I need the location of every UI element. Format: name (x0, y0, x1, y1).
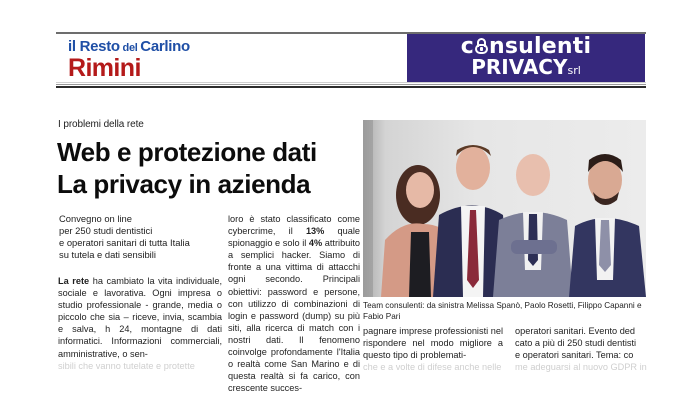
subhead-line-4: su tutela e dati sensibili (59, 249, 156, 260)
article-column-4 (515, 325, 650, 373)
subhead-line-3: e operatori sanitari di tutta Italia (59, 237, 190, 248)
article-kicker: I problemi della rete (58, 119, 144, 130)
publication-city: Rimini (68, 54, 141, 82)
column-3-text: pagnare imprese professionisti nel rispondere nel modo migliore a questo tipo di problemati- (363, 326, 503, 361)
column-4-line-3: e operatori sanitari. Tema: co (515, 350, 634, 361)
sponsor-name-post: nsulenti (489, 34, 592, 59)
column-3-cut-line: che e a volte di difese anche nelle (363, 362, 502, 373)
photo-caption: Team consulenti: da sinistra Melissa Spanò, Paolo Rosetti, Filippo Capanni e Fabio Pari (363, 301, 642, 321)
masthead (56, 32, 646, 88)
publication-name-prefix: il Resto (68, 38, 120, 55)
subhead-line-2: per 250 studi dentistici (59, 225, 153, 236)
team-photo-illustration (363, 120, 646, 297)
headline-line-1: Web e protezione dati (57, 137, 317, 167)
column-2-text-b: quale spionaggio e solo il (228, 226, 360, 249)
column-1-text: ha cambiato la vita individuale, sociale e lavorativa. Ogni impresa o studio professionale - grande, media o piccolo che sia – riceve, invia, scambia e salva, h 24, montagne di dati informatici. Informazioni commerciali, amministrative, o sen- (58, 276, 222, 359)
column-4-cut-line: me adeguarsi al nuovo GDPR in (515, 362, 647, 373)
stat-cybercrime: 13% (305, 226, 325, 237)
publication-name-small: del (119, 42, 141, 54)
sponsor-suffix: srl (567, 64, 581, 77)
masthead-bottom-rule (56, 84, 646, 88)
column-4-line-1: operatori sanitari. Evento ded (515, 326, 636, 336)
column-1-cut-line: sibili che vanno tutelate e protette (58, 360, 195, 371)
stat-hacker: 4% (308, 238, 323, 249)
sponsor-name-line2: PRIVACY (471, 55, 568, 79)
headline-line-2: La privacy in azienda (57, 169, 311, 199)
subhead-line-1: Convegno on line (59, 213, 132, 224)
publication-name-suffix: Carlino (140, 38, 190, 55)
article-headline (57, 136, 317, 200)
article-column-2 (228, 213, 360, 394)
article-column-3 (363, 325, 503, 373)
padlock-icon (475, 38, 488, 54)
article-column-1 (58, 275, 222, 372)
column-2-text-c: attribuito a semplici hacker. Siamo di fronte a una vittima di attacchi ogni secondo. Principali obiettivi: password e persone, con utilizzo di combinazioni di login e password (dump) su più siti, alla ricerca di match con i nostri dati. Il fenomeno coinvolge profondamente l'Italia o realtà come San Marino e di questa realtà si fa carico, con crescente succes- (228, 238, 361, 394)
lead-in: La rete (58, 276, 90, 286)
sponsor-name-pre: c (460, 34, 475, 59)
column-4-line-2: cato a più di 250 studi dentisti (515, 338, 637, 349)
masthead-inner-rule (56, 82, 646, 83)
publication-logo (68, 39, 190, 80)
column-2-text-a: loro è stato classificato come cybercrime, il (228, 214, 360, 237)
article-subhead (59, 213, 190, 261)
sponsor-logo (407, 34, 645, 82)
team-photo (363, 120, 646, 297)
